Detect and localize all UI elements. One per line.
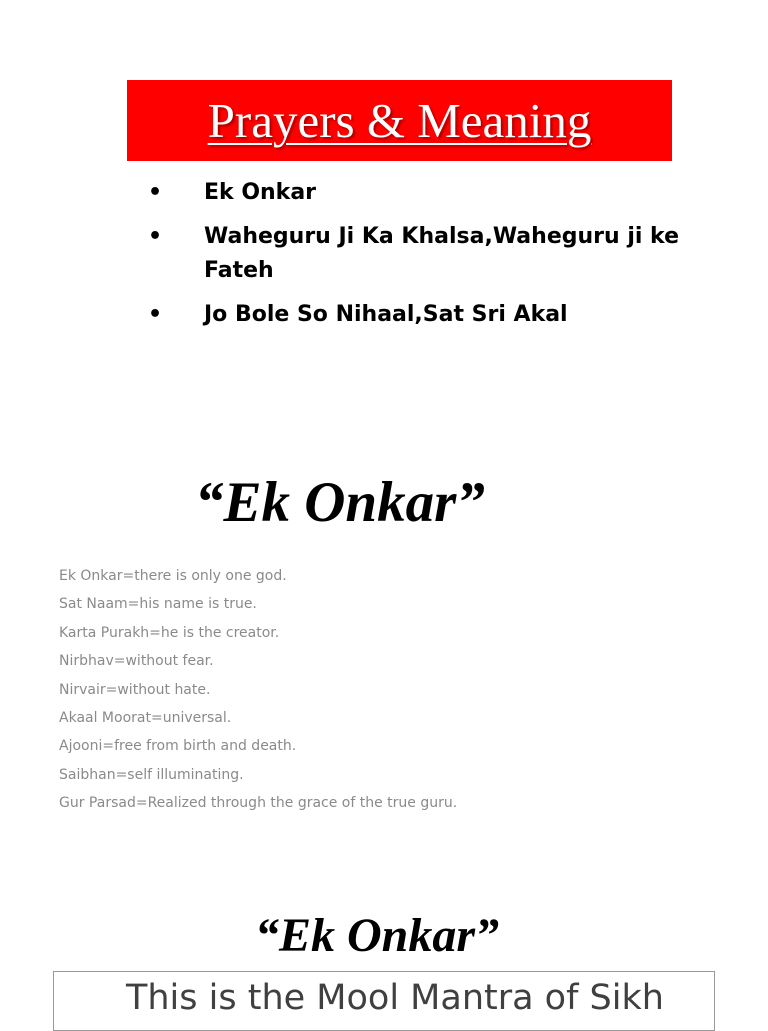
bullet-icon: • bbox=[148, 302, 163, 327]
prayer-item bbox=[148, 298, 748, 332]
prayer-item bbox=[148, 220, 748, 288]
prayer-item bbox=[148, 176, 748, 210]
meaning-item: Nirvair=without hate. bbox=[59, 681, 211, 698]
meaning-item: Gur Parsad=Realized through the grace of the true guru. bbox=[59, 795, 458, 812]
mantra-box bbox=[53, 971, 715, 1031]
meaning-item: Saibhan=self illuminating. bbox=[59, 766, 244, 783]
bullet-icon: • bbox=[148, 180, 163, 205]
page-title: Prayers & Meaning bbox=[207, 93, 592, 148]
prayer-item-label: Ek Onkar bbox=[204, 180, 317, 205]
title-banner bbox=[127, 80, 672, 161]
meaning-item: Akaal Moorat=universal. bbox=[59, 710, 232, 727]
second-heading: “Ek Onkar” bbox=[255, 909, 500, 962]
meaning-item: Sat Naam=his name is true. bbox=[59, 596, 257, 613]
prayer-item-label: Waheguru Ji Ka Khalsa,Waheguru ji ke Fateh bbox=[204, 224, 680, 283]
meaning-list bbox=[59, 562, 457, 818]
section-heading: “Ek Onkar” bbox=[195, 471, 485, 534]
meaning-item: Karta Purakh=he is the creator. bbox=[59, 624, 280, 641]
meaning-item: Ek Onkar=there is only one god. bbox=[59, 568, 287, 584]
prayer-item-label: Jo Bole So Nihaal,Sat Sri Akal bbox=[204, 302, 568, 327]
bullet-icon: • bbox=[148, 224, 163, 249]
meaning-item: Ajooni=free from birth and death. bbox=[59, 738, 297, 755]
prayer-list bbox=[148, 176, 748, 342]
meaning-item: Nirbhav=without fear. bbox=[59, 653, 214, 670]
mantra-text: This is the Mool Mantra of Sikh bbox=[126, 978, 664, 1018]
